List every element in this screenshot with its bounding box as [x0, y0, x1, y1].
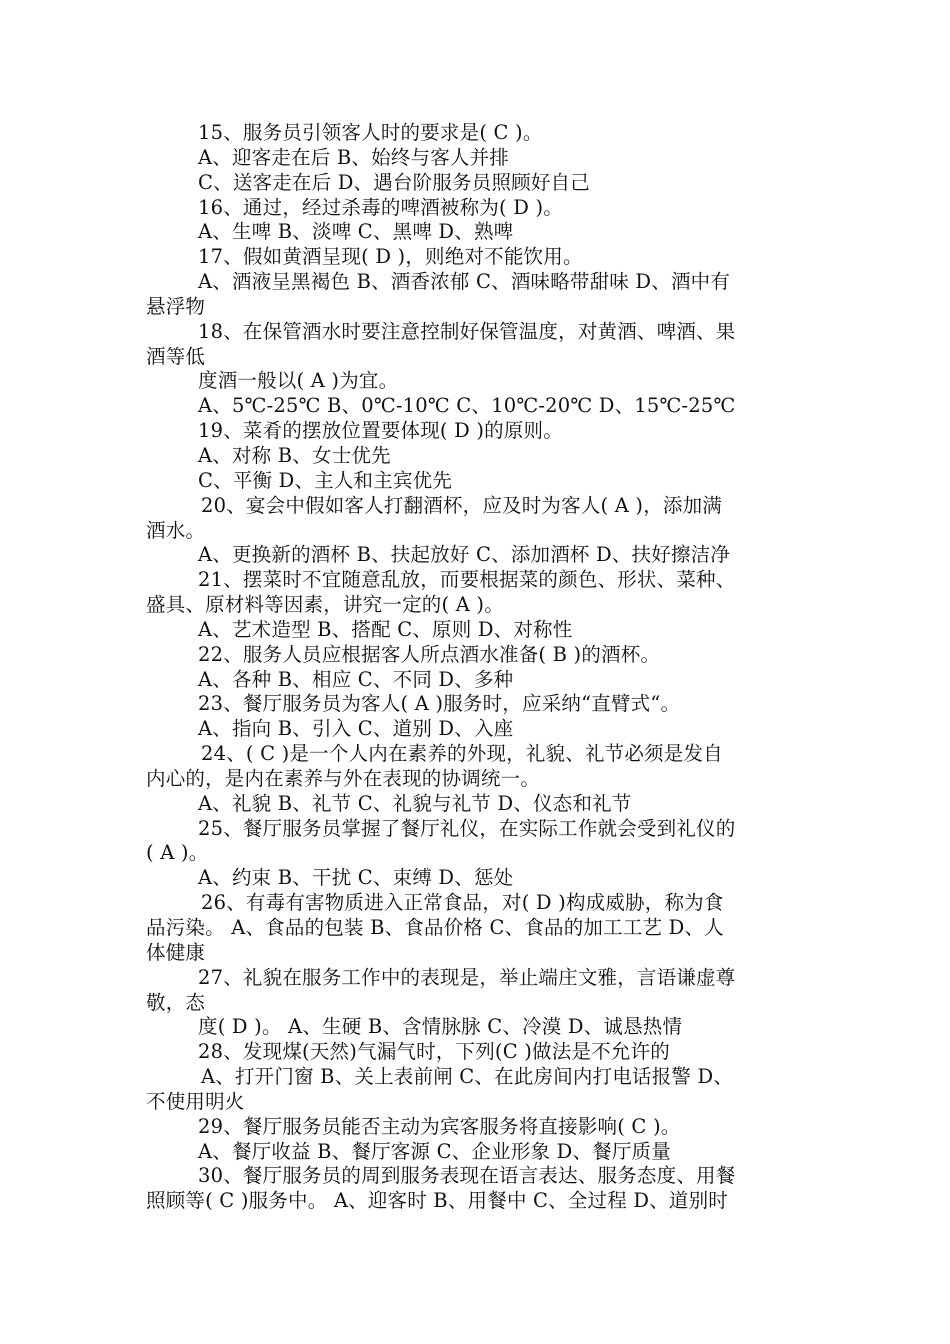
document-body	[146, 121, 811, 1214]
text-line: 内心的，是内在素养与外在表现的协调统一。	[146, 766, 541, 790]
text-line: A、生啤 B、淡啤 C、黑啤 D、熟啤	[198, 220, 514, 244]
text-line: 22、服务人员应根据客人所点酒水准备( B )的酒杯。	[198, 642, 661, 666]
text-line: 17、假如黄酒呈现( D )，则绝对不能饮用。	[198, 245, 583, 269]
text-line: A、对称 B、女士优先	[198, 443, 391, 467]
text-line: A、餐厅收益 B、餐厅客源 C、企业形象 D、餐厅质量	[198, 1139, 671, 1163]
text-line: C、平衡 D、主人和主宾优先	[198, 468, 453, 492]
text-line: ( A )。	[146, 841, 209, 865]
text-line: A、艺术造型 B、搭配 C、原则 D、对称性	[198, 617, 573, 641]
text-line: 15、服务员引领客人时的要求是( C )。	[198, 121, 543, 144]
text-line: A、各种 B、相应 C、不同 D、多种	[198, 667, 514, 691]
text-line: 不使用明火	[146, 1089, 245, 1113]
text-line: 18、在保管酒水时要注意控制好保管温度，对黄酒、啤酒、果	[198, 319, 736, 343]
text-line: 30、餐厅服务员的周到服务表现在语言表达、服务态度、用餐	[198, 1164, 736, 1188]
text-line: 悬浮物	[146, 294, 206, 318]
text-line: 21、摆菜时不宜随意乱放，而要根据菜的颜色、形状、菜种、	[198, 568, 736, 592]
text-line: 19、菜肴的摆放位置要体现( D )的原则。	[198, 419, 563, 443]
text-line: 26、有毒有害物质进入正常食品，对( D )构成威胁，称为食	[201, 891, 724, 915]
text-line: 盛具、原材料等因素，讲究一定的( A )。	[146, 593, 504, 617]
text-line: 24、( C )是一个人内在素养的外现，礼貌、礼节必须是发自	[201, 742, 723, 766]
text-line: 28、发现煤(天然)气漏气时，下列(C )做法是不允许的	[198, 1040, 670, 1064]
text-line: 29、餐厅服务员能否主动为宾客服务将直接影响( C )。	[198, 1114, 681, 1138]
text-line: 度酒一般以( A )为宜。	[198, 369, 399, 393]
text-line: 照顾等( C )服务中。 A、迎客时 B、用餐中 C、全过程 D、道别时	[146, 1189, 728, 1213]
text-line: 酒水。	[146, 518, 206, 542]
text-line: C、送客走在后 D、遇台阶服务员照顾好自己	[198, 170, 590, 194]
text-line: A、礼貌 B、礼节 C、礼貌与礼节 D、仪态和礼节	[198, 791, 632, 815]
text-line: 敬，态	[146, 990, 206, 1014]
text-line: A、打开门窗 B、关上表前闸 C、在此房间内打电话报警 D、	[201, 1065, 734, 1089]
text-line: A、约束 B、干扰 C、束缚 D、惩处	[198, 866, 514, 890]
text-line: 体健康	[146, 940, 206, 964]
text-line: 23、餐厅服务员为客人( A )服务时，应采纳“直臂式“。	[198, 692, 681, 716]
text-line: A、5℃-25℃ B、0℃-10℃ C、10℃-20℃ D、15℃-25℃	[198, 394, 736, 418]
text-line: A、迎客走在后 B、始终与客人并排	[198, 145, 510, 169]
text-line: 酒等低	[146, 344, 206, 368]
text-line: 16、通过，经过杀毒的啤酒被称为( D )。	[198, 195, 563, 219]
text-line: 品污染。 A、食品的包装 B、食品价格 C、食品的加工工艺 D、人	[146, 916, 724, 939]
text-line: 20、宴会中假如客人打翻酒杯，应及时为客人( A )，添加满	[201, 493, 723, 517]
text-line: 27、礼貌在服务工作中的表现是，举止端庄文雅，言语谦虚尊	[198, 965, 736, 989]
text-line: 25、餐厅服务员掌握了餐厅礼仪，在实际工作就会受到礼仪的	[198, 816, 736, 840]
text-line: A、酒液呈黑褐色 B、酒香浓郁 C、酒味略带甜味 D、酒中有	[198, 270, 731, 294]
text-line: A、指向 B、引入 C、道别 D、入座	[198, 717, 514, 741]
text-line: A、更换新的酒杯 B、扶起放好 C、添加酒杯 D、扶好擦洁净	[198, 543, 731, 567]
text-line: 度( D )。 A、生硬 B、含情脉脉 C、冷漠 D、诚恳热情	[198, 1015, 683, 1039]
